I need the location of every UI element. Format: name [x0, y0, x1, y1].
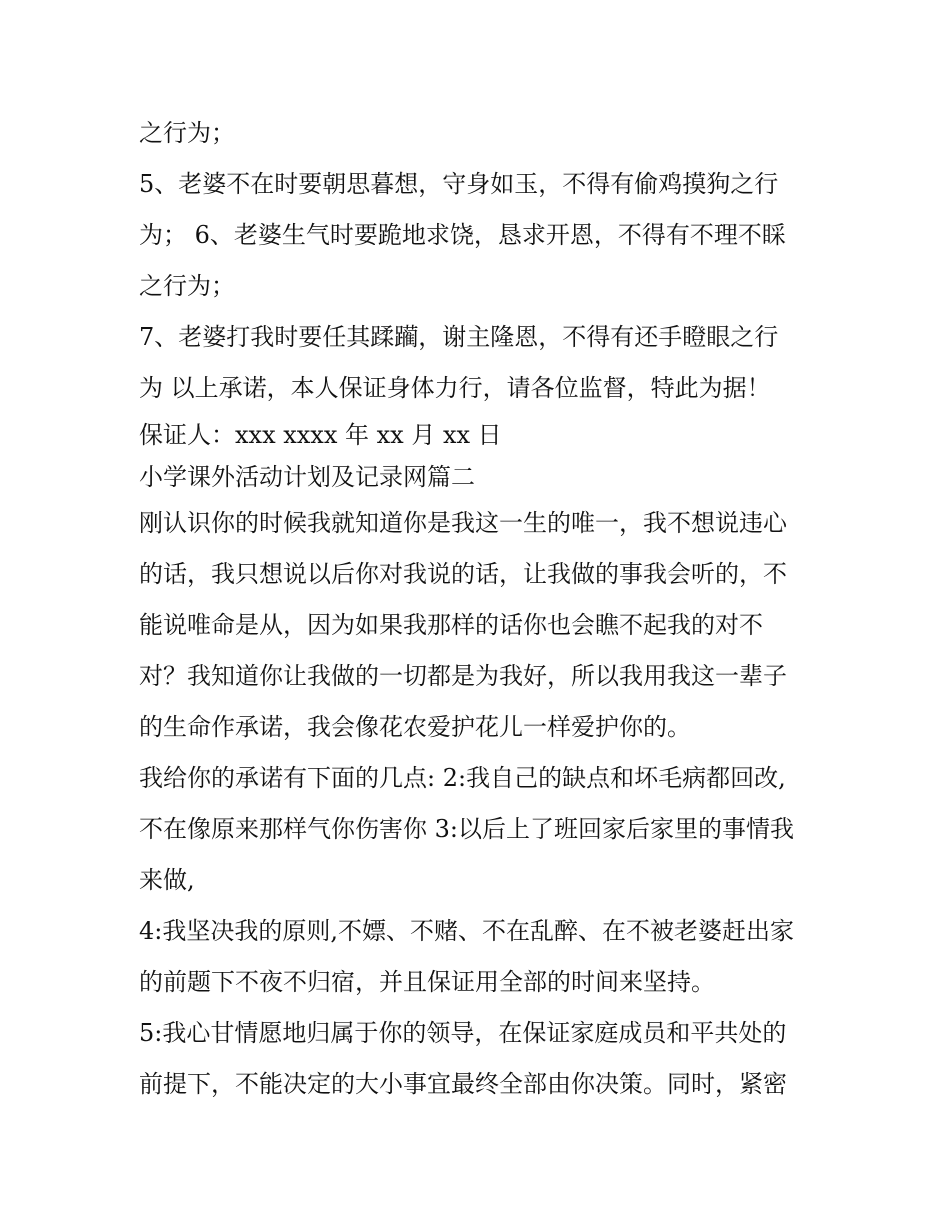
signature-line: 保证人：xxx xxxx 年 xx 月 xx 日	[139, 421, 502, 449]
text-line: 前提下，不能决定的大小事宜最终全部由你决策。同时，紧密	[139, 1070, 787, 1098]
text-line: 之行为；	[139, 272, 235, 300]
text-line: 对？我知道你让我做的一切都是为我好，所以我用我这一辈子	[139, 662, 787, 690]
section-heading: 小学课外活动计划及记录网篇二	[139, 463, 475, 491]
text-line: 之行为；	[139, 119, 235, 147]
text-line: 刚认识你的时候我就知道你是我这一生的唯一，我不想说违心	[139, 509, 787, 537]
text-line: 为； 6、老婆生气时要跪地求饶，恳求开恩，不得有不理不睬	[139, 221, 786, 249]
text-line: 5、老婆不在时要朝思暮想，守身如玉，不得有偷鸡摸狗之行	[139, 170, 779, 198]
text-line: 的话，我只想说以后你对我说的话，让我做的事我会听的，不	[139, 560, 787, 588]
text-line: 能说唯命是从，因为如果我那样的话你也会瞧不起我的对不	[139, 611, 763, 639]
text-line: 7、老婆打我时要任其蹂躏，谢主隆恩，不得有还手瞪眼之行	[139, 323, 779, 351]
document-body	[139, 108, 819, 1110]
text-line: 我给你的承诺有下面的几点: 2:我自己的缺点和坏毛病都回改,	[139, 764, 786, 792]
text-line: 来做,	[139, 866, 195, 894]
text-line: 的前题下不夜不归宿，并且保证用全部的时间来坚持。	[139, 968, 715, 996]
text-line: 为 以上承诺，本人保证身体力行，请各位监督，特此为据！	[139, 374, 771, 402]
text-line: 的生命作承诺，我会像花农爱护花儿一样爱护你的。	[139, 713, 691, 741]
text-line: 4:我坚决我的原则,不嫖、不赌、不在乱醉、在不被老婆赶出家	[139, 917, 794, 945]
text-line: 5:我心甘情愿地归属于你的领导，在保证家庭成员和平共处的	[139, 1019, 787, 1047]
text-line: 不在像原来那样气你伤害你 3:以后上了班回家后家里的事情我	[139, 815, 794, 843]
